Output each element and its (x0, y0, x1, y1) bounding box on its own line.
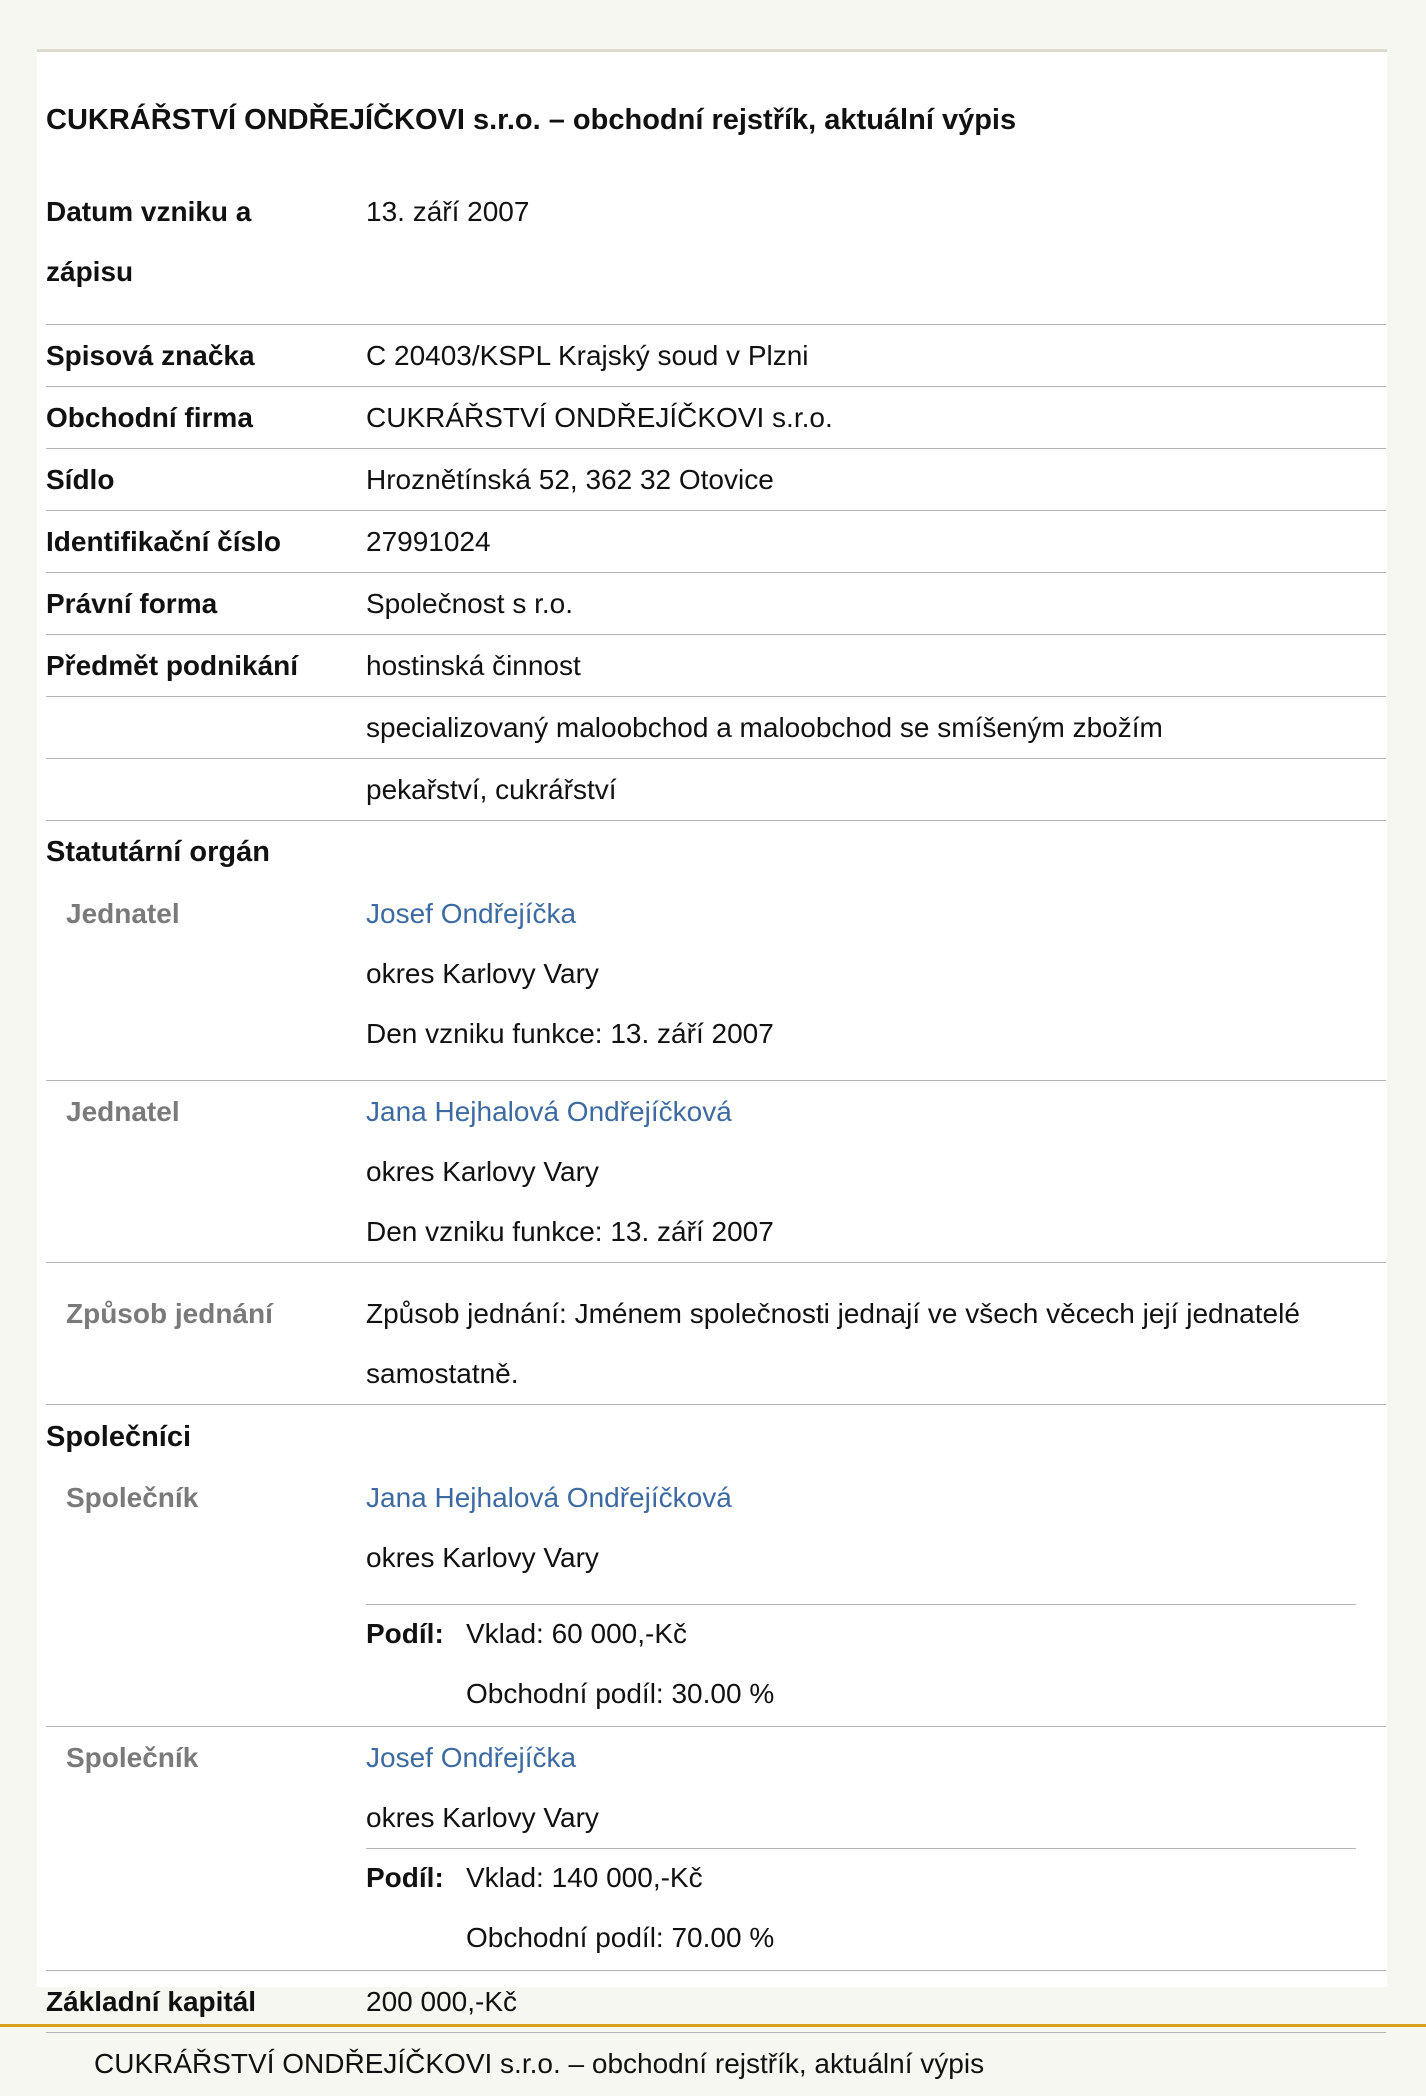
partner-share: Obchodní podíl: 70.00 % (466, 1922, 775, 1953)
row-datum (46, 182, 1386, 325)
role-label: Jednatel (66, 1096, 180, 1127)
role-label: Jednatel (66, 898, 180, 929)
value-predmet-1: hostinská činnost (366, 650, 581, 681)
label-sidlo: Sídlo (46, 464, 115, 495)
label-ico: Identifikační číslo (46, 526, 281, 557)
value-firma: CUKRÁŘSTVÍ ONDŘEJÍČKOVI s.r.o. (366, 402, 833, 433)
row-sidlo (46, 450, 1386, 511)
label-forma: Právní forma (46, 588, 218, 619)
row-predmet-1 (46, 636, 1386, 697)
member-district: okres Karlovy Vary (366, 1156, 599, 1187)
statutory-member-1 (46, 884, 1386, 1081)
member-district: okres Karlovy Vary (366, 958, 599, 989)
section-heading-statutory: Statutární orgán (46, 836, 270, 868)
role-label: Společník (66, 1742, 199, 1773)
label-spis: Spisová značka (46, 340, 255, 371)
statutory-member-2 (46, 1082, 1386, 1263)
row-predmet-2 (46, 698, 1386, 759)
value-datum: 13. září 2007 (366, 196, 530, 227)
footer-divider (0, 2024, 1426, 2027)
row-forma (46, 574, 1386, 635)
row-spis (46, 326, 1386, 387)
partner-name-link[interactable]: Jana Hejhalová Ondřejíčková (366, 1482, 732, 1513)
footer-title: CUKRÁŘSTVÍ ONDŘEJÍČKOVI s.r.o. – obchodní rejstřík, aktuální výpis (94, 2048, 985, 2079)
role-label: Společník (66, 1482, 199, 1513)
value-sidlo: Hroznětínská 52, 362 32 Otovice (366, 464, 774, 495)
row-predmet-3 (46, 760, 1386, 821)
member-name-link[interactable]: Jana Hejhalová Ondřejíčková (366, 1096, 732, 1127)
partner-district: okres Karlovy Vary (366, 1542, 599, 1573)
value-ico: 27991024 (366, 526, 491, 557)
member-since: Den vzniku funkce: 13. září 2007 (366, 1018, 774, 1049)
share-label: Podíl: (366, 1862, 444, 1893)
value-spis: C 20403/KSPL Krajský soud v Plzni (366, 340, 809, 371)
section-heading-partners: Společníci (46, 1421, 192, 1453)
label-datum-1: Datum vzniku a (46, 196, 252, 227)
label-predmet: Předmět podnikání (46, 650, 299, 681)
partner-deposit: Vklad: 140 000,-Kč (466, 1862, 703, 1893)
partner-deposit: Vklad: 60 000,-Kč (466, 1618, 688, 1649)
row-zpusob-jednani (46, 1284, 1386, 1405)
label-zpusob-jednani: Způsob jednání (66, 1298, 273, 1329)
page-title: CUKRÁŘSTVÍ ONDŘEJÍČKOVI s.r.o. – obchodní rejstřík, aktuální výpis (46, 104, 1017, 136)
member-name-link[interactable]: Josef Ondřejíčka (366, 898, 577, 929)
register-card (37, 49, 1387, 2017)
row-ico (46, 512, 1386, 573)
partner-1 (46, 1468, 1386, 1727)
value-zpusob-jednani: Způsob jednání: Jménem společnosti jednají ve všech věcech její jednatelé samostatně. (366, 1298, 1300, 1389)
label-kapital: Základní kapitál (46, 1986, 257, 2017)
value-predmet-2: specializovaný maloobchod a maloobchod se smíšeným zbožím (366, 712, 1163, 743)
row-firma (46, 388, 1386, 449)
partner-share: Obchodní podíl: 30.00 % (466, 1678, 775, 1709)
value-forma: Společnost s r.o. (366, 588, 574, 619)
member-since: Den vzniku funkce: 13. září 2007 (366, 1216, 774, 1247)
label-firma: Obchodní firma (46, 402, 253, 433)
value-predmet-3: pekařství, cukrářství (366, 774, 617, 805)
value-kapital: 200 000,-Kč (366, 1986, 517, 2017)
partner-district: okres Karlovy Vary (366, 1802, 599, 1833)
partner-name-link[interactable]: Josef Ondřejíčka (366, 1742, 577, 1773)
label-datum-2: zápisu (46, 256, 134, 287)
partner-2 (46, 1728, 1386, 1971)
share-label: Podíl: (366, 1618, 444, 1649)
